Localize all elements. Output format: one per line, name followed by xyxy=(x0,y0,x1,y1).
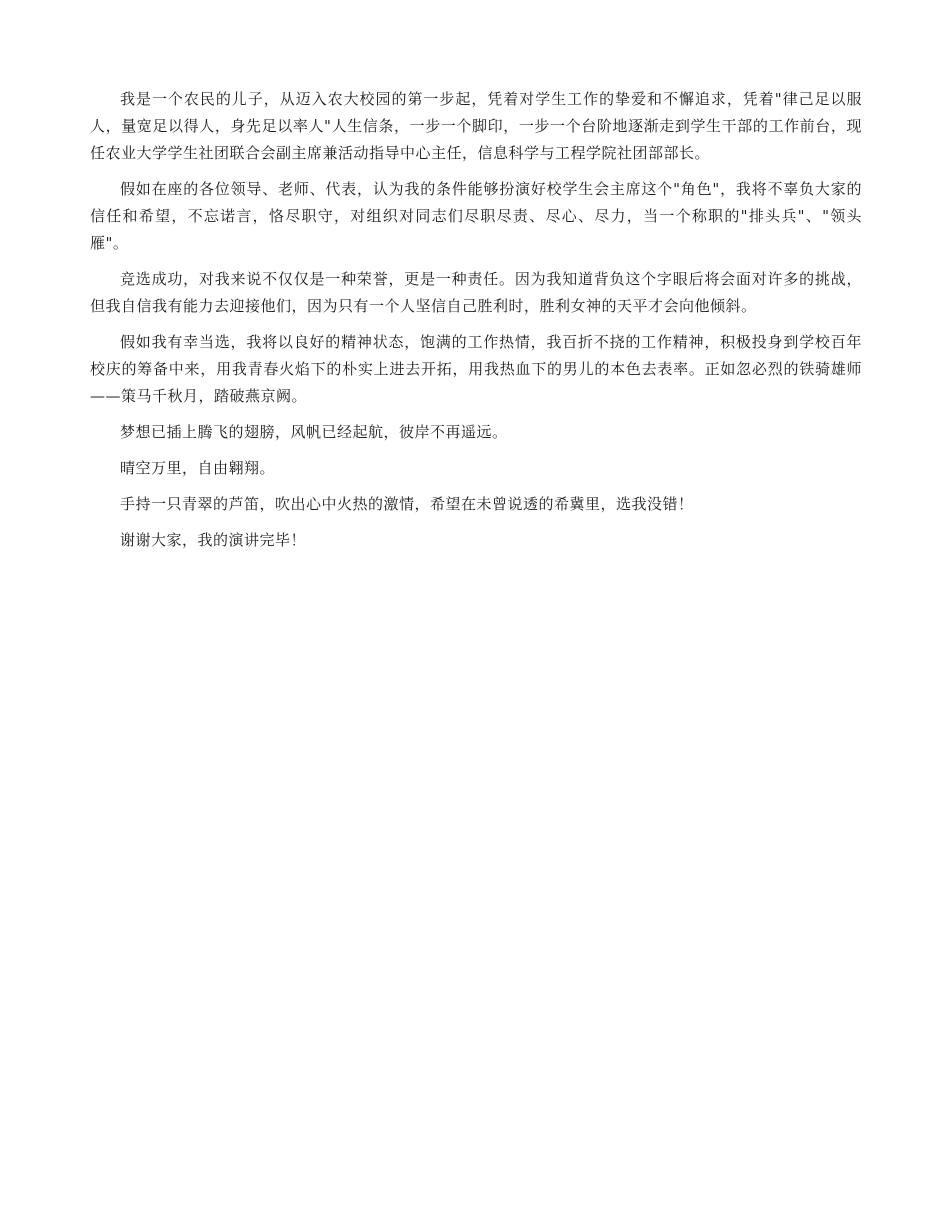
paragraph-4: 假如我有幸当选，我将以良好的精神状态，饱满的工作热情，我百折不挠的工作精神，积极投身到学校百年校庆的筹备中来，用我青春火焰下的朴实上进去开拓，用我热血下的男儿的本色去表率。正如忽必烈的铁骑雄师——策马千秋月，踏破燕京阙。 xyxy=(90,333,862,405)
paragraph-1: 我是一个农民的儿子，从迈入农大校园的第一步起，凭着对学生工作的挚爱和不懈追求，凭着"律己足以服人，量宽足以得人，身先足以率人"人生信条，一步一个脚印，一步一个台阶地逐渐走到学生干部的工作前台，现任农业大学学生社团联合会副主席兼活动指导中心主任，信息科学与工程学院社团部部长。 xyxy=(90,90,862,162)
paragraph-3: 竞选成功，对我来说不仅仅是一种荣誉，更是一种责任。因为我知道背负这个字眼后将会面对许多的挑战，但我自信我有能力去迎接他们，因为只有一个人坚信自己胜利时，胜利女神的天平才会向他倾斜。 xyxy=(90,270,862,315)
document-body xyxy=(90,86,862,563)
paragraph-8: 谢谢大家，我的演讲完毕！ xyxy=(120,531,307,549)
paragraph-5: 梦想已插上腾飞的翅膀，风帆已经起航，彼岸不再遥远。 xyxy=(120,423,508,441)
paragraph-6: 晴空万里，自由翱翔。 xyxy=(120,459,276,477)
paragraph-7: 手持一只青翠的芦笛，吹出心中火热的激情，希望在未曾说透的希冀里，选我没错！ xyxy=(120,495,694,513)
paragraph-2: 假如在座的各位领导、老师、代表，认为我的条件能够扮演好校学生会主席这个"角色"，我将不辜负大家的信任和希望，不忘诺言，恪尽职守，对组织对同志们尽职尽责、尽心、尽力，当一个称职的"排头兵"、"领头雁"。 xyxy=(90,180,862,252)
